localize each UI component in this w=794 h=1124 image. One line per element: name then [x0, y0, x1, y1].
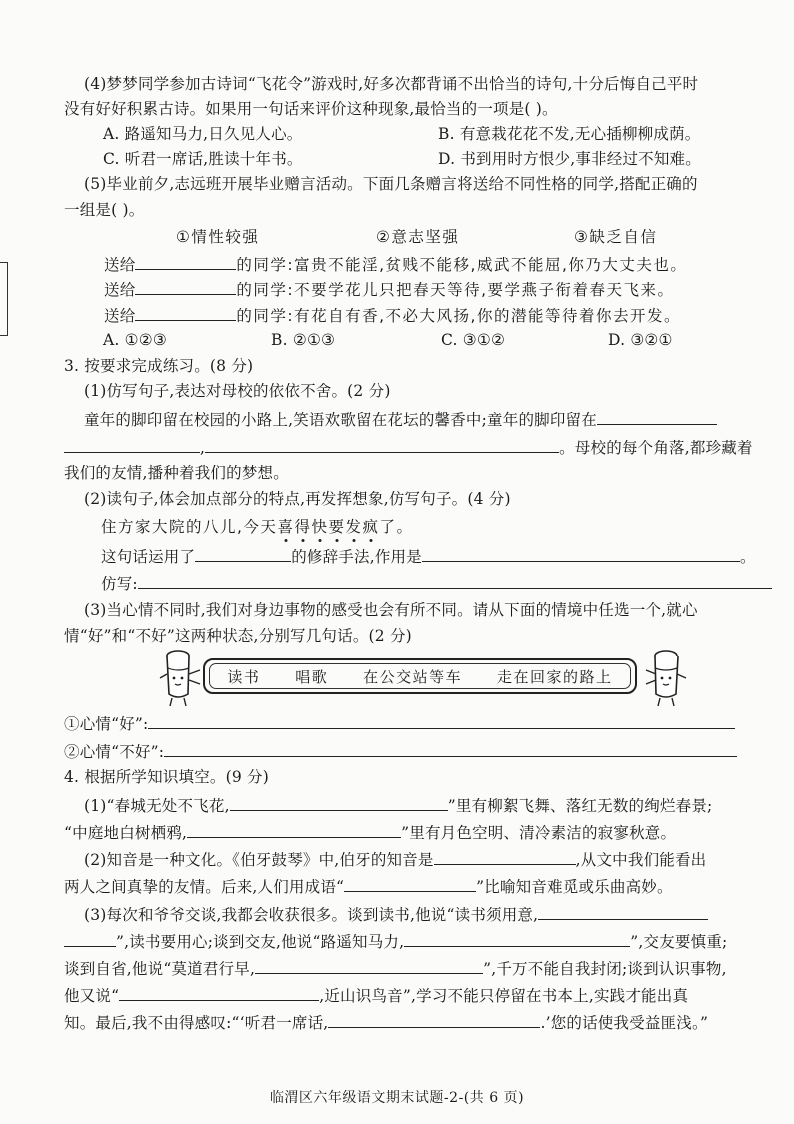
dotted-emphasis — [277, 517, 379, 537]
q3-3-line2: 情“好”和“不好”这两种状态,分别写几句话。(2 分) — [64, 627, 412, 645]
text: ”,交友要慎重; — [630, 933, 728, 951]
send-text-2: 的同学:不要学花儿只把春天等待,要学燕子衔着春天飞来。 — [236, 281, 675, 299]
q3-1-prompt: 童年的脚印留在校园的小路上,笑语欢歌留在花坛的馨香中;童年的脚印留在 — [84, 411, 597, 429]
q3-1-line1 — [84, 409, 717, 430]
q2-4-line1: (4)梦梦同学参加古诗词“飞花令”游戏时,好多次都背诵不出恰当的诗句,十分后悔自己平时 — [84, 75, 699, 93]
q4-title: 4. 根据所学知识填空。(9 分) — [64, 768, 269, 786]
emphasis-char: 疯 — [362, 518, 380, 536]
q4-3-line2 — [64, 931, 727, 952]
scene-bus-stop: 在公交站等车 — [363, 667, 463, 686]
knowledge-blank[interactable] — [119, 985, 319, 1001]
send-prefix: 送给 — [104, 307, 136, 325]
text: ”里有柳絮飞舞、落红无数的绚烂春景; — [447, 797, 713, 815]
send-row-2 — [104, 279, 675, 300]
scene-list — [209, 663, 631, 689]
q3-1-end-text: 。母校的每个角落,都珍藏着 — [559, 439, 753, 457]
q2-4-option-c: C. 听君一席话,胜读十年书。 — [103, 150, 303, 168]
q3-1-line3: 我们的友情,播种着我们的梦想。 — [64, 464, 289, 482]
q3-2-line2 — [101, 546, 756, 567]
mood-bad-label: ②心情“不好”: — [64, 743, 165, 761]
imitate-blank[interactable] — [138, 573, 772, 589]
page-footer: 临渭区六年级语文期末试题-2-(共 6 页) — [269, 1090, 525, 1106]
q4-1-line2 — [64, 822, 676, 843]
emphasis-char: 快 — [311, 518, 329, 536]
trait-2: ②意志坚强 — [376, 228, 460, 246]
q4-2-line1 — [84, 849, 706, 870]
emphasis-char: 要 — [328, 518, 346, 536]
poem-blank-2[interactable] — [187, 822, 401, 838]
reading-blank-a[interactable] — [538, 904, 708, 920]
text: (3)每次和爷爷交谈,我都会收获很多。谈到读书,他说“读书须用意, — [84, 906, 539, 924]
text: ,从文中我们能看出 — [575, 851, 707, 869]
q2-5-option-b: B. ②①③ — [271, 331, 336, 349]
q3-1-line2 — [64, 437, 753, 458]
trait-1: ①情性较强 — [176, 228, 260, 246]
q3-2-sentence — [101, 517, 414, 537]
poem-blank-1[interactable] — [230, 795, 448, 811]
text: ”里有月色空明、清冷素洁的寂寥秋意。 — [401, 824, 677, 842]
q4-1-line1 — [84, 795, 712, 816]
comma: , — [200, 439, 206, 457]
q3-2-title: (2)读句子,体会加点部分的特点,再发挥想象,仿写句子。(4 分) — [84, 490, 511, 508]
binding-margin-mark — [0, 262, 8, 336]
scene-singing: 唱歌 — [295, 667, 329, 686]
q3-2-imitate — [101, 573, 772, 594]
sentence-part: 了。 — [379, 518, 414, 536]
text: 知。最后,我不由得感叹:“‘听君一席话, — [64, 1014, 329, 1032]
zhiyin-blank[interactable] — [434, 849, 576, 865]
scroll-mascot-icon — [158, 648, 202, 708]
listen-blank[interactable] — [328, 1012, 540, 1028]
text: (1)“春城无处不飞花, — [84, 797, 230, 815]
text: (2)知音是一种文化。《伯牙鼓琴》中,伯牙的知音是 — [84, 851, 434, 869]
trait-3: ③缺乏自信 — [574, 228, 658, 246]
q3-title: 3. 按要求完成练习。(8 分) — [64, 357, 254, 375]
text: ”比喻知音难觅或乐曲高妙。 — [476, 878, 673, 896]
emphasis-char: 得 — [294, 518, 312, 536]
text: ”,读书要用心;谈到交友,他说“路遥知马力, — [116, 933, 405, 951]
text: 这句话运用了 — [101, 548, 196, 566]
text: 他又说“ — [64, 987, 120, 1005]
text: .’您的话使我受益匪浅。” — [540, 1014, 709, 1032]
q2-4-option-d: D. 书到用时方恨少,事非经过不知难。 — [438, 150, 701, 168]
q2-4-option-a: A. 路遥知马力,日久见人心。 — [103, 125, 303, 143]
scene-banner — [203, 658, 637, 694]
send-row-1 — [104, 254, 687, 275]
q2-4-option-b: B. 有意栽花花不发,无心插柳柳成荫。 — [438, 125, 701, 143]
q2-5-option-c: C. ③①② — [441, 331, 506, 349]
text: ,近山识鸟音”,学习不能只停留在书本上,实践才能出真 — [319, 987, 689, 1005]
q2-5-line2: 一组是( )。 — [64, 201, 145, 219]
mood-bad-row — [64, 741, 737, 762]
text: “中庭地白树栖鸦, — [64, 824, 188, 842]
q2-5-option-d: D. ③②① — [608, 331, 673, 349]
mood-good-row — [64, 713, 735, 734]
q4-3-line1 — [84, 904, 708, 925]
send-row-3 — [104, 305, 681, 326]
q3-1-blank-c[interactable] — [205, 437, 559, 453]
q4-3-line4 — [64, 985, 688, 1006]
q3-1-blank-b[interactable] — [64, 437, 200, 453]
sentence-part: 住方家大院的八儿,今天 — [101, 518, 278, 536]
friend-blank[interactable] — [404, 931, 630, 947]
mood-good-blank[interactable] — [148, 713, 735, 729]
q3-1-blank-a[interactable] — [597, 409, 717, 425]
scene-reading: 读书 — [227, 667, 261, 686]
reflect-blank[interactable] — [255, 958, 483, 974]
scene-walk-home: 走在回家的路上 — [497, 667, 613, 686]
scroll-mascot-icon — [644, 648, 688, 708]
send-blank-1[interactable] — [135, 254, 236, 270]
effect-blank[interactable] — [422, 546, 740, 562]
reading-blank-b[interactable] — [64, 931, 116, 947]
text: 。 — [739, 548, 756, 566]
mood-bad-blank[interactable] — [164, 741, 737, 757]
idiom-blank[interactable] — [344, 876, 476, 892]
q2-5-option-a: A. ①②③ — [103, 331, 167, 349]
rhetoric-blank[interactable] — [195, 546, 291, 562]
send-text-3: 的同学:有花自有香,不必大风扬,你的潜能等待着你去开发。 — [236, 307, 681, 325]
text: 谈到自省,他说“莫道君行早, — [64, 960, 256, 978]
q3-1-title: (1)仿写句子,表达对母校的依依不舍。(2 分) — [84, 382, 391, 400]
text: 的修辞手法,作用是 — [291, 548, 422, 566]
text: 两人之间真挚的友情。后来,人们用成语“ — [64, 878, 345, 896]
emphasis-char: 发 — [345, 518, 363, 536]
emphasis-char: 喜 — [277, 518, 295, 536]
send-prefix: 送给 — [104, 256, 136, 274]
q4-2-line2 — [64, 876, 673, 897]
q2-4-line2: 没有好好积累古诗。如果用一句话来评价这种现象,最恰当的一项是( )。 — [64, 100, 558, 118]
imitate-label: 仿写: — [101, 575, 138, 593]
q3-3-line1: (3)当心情不同时,我们对身边事物的感受也会有所不同。请从下面的情境中任选一个,就心 — [84, 601, 698, 619]
q4-3-line5 — [64, 1012, 708, 1033]
send-text-1: 的同学:富贵不能淫,贫贱不能移,威武不能屈,你乃大丈夫也。 — [236, 256, 688, 274]
send-blank-2[interactable] — [135, 279, 236, 295]
send-prefix: 送给 — [104, 281, 136, 299]
q4-3-line3 — [64, 958, 727, 979]
text: ”,千万不能自我封闭;谈到认识事物, — [483, 960, 727, 978]
q2-5-line1: (5)毕业前夕,志远班开展毕业赠言活动。下面几条赠言将送给不同性格的同学,搭配正确的 — [84, 175, 698, 193]
mood-good-label: ①心情“好”: — [64, 715, 149, 733]
send-blank-3[interactable] — [135, 305, 236, 321]
